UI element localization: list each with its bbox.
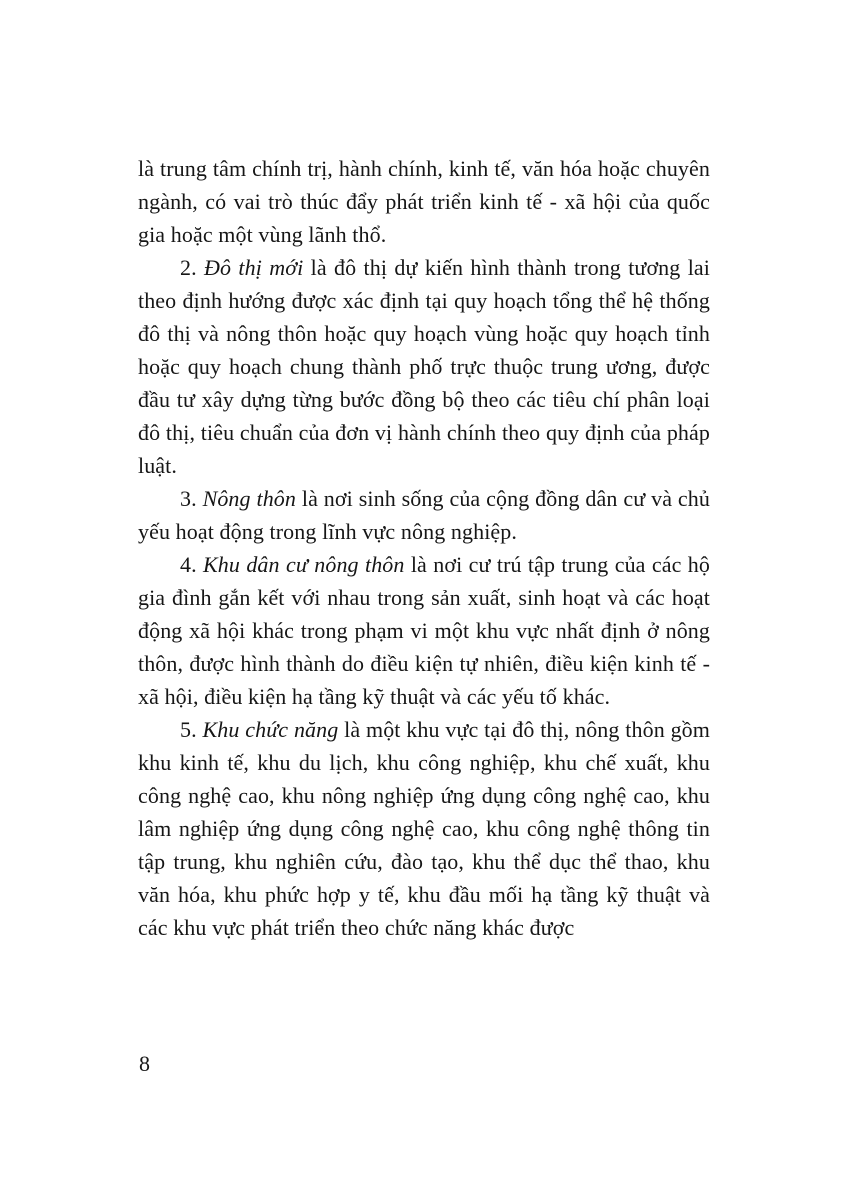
paragraph bbox=[138, 482, 710, 548]
text-segment: 3. bbox=[180, 486, 203, 511]
paragraph bbox=[138, 251, 710, 482]
paragraph bbox=[138, 152, 710, 251]
defined-term-italic: Khu chức năng bbox=[202, 717, 339, 742]
paragraph bbox=[138, 713, 710, 944]
text-segment: là đô thị dự kiến hình thành trong tương lai theo định hướng được xác định tại quy hoạch tổng thể hệ thống đô thị và nông thôn hoặc quy hoạch vùng hoặc quy hoạch tỉnh hoặc quy hoạch chung thành phố trực thuộc trung ương, được đầu tư xây dựng từng bước đồng bộ theo các tiêu chí phân loại đô thị, tiêu chuẩn của đơn vị hành chính theo quy định của pháp luật. bbox=[138, 255, 710, 478]
text-segment: là nơi cư trú tập trung của các hộ gia đình gắn kết với nhau trong sản xuất, sinh hoạt và các hoạt động xã hội khác trong phạm vi một khu vực nhất định ở nông thôn, được hình thành do điều kiện tự nhiên, điều kiện kinh tế - xã hội, điều kiện hạ tầng kỹ thuật và các yếu tố khác. bbox=[138, 552, 710, 709]
page-body-text bbox=[138, 152, 710, 944]
text-segment: 4. bbox=[180, 552, 204, 577]
defined-term-italic: Khu dân cư nông thôn bbox=[203, 552, 405, 577]
text-segment: là một khu vực tại đô thị, nông thôn gồm khu kinh tế, khu du lịch, khu công nghiệp, khu chế xuất, khu công nghệ cao, khu nông nghiệp ứng dụng công nghệ cao, khu lâm nghiệp ứng dụng công nghệ cao, khu công nghệ thông tin tập trung, khu nghiên cứu, đào tạo, khu thể dục thể thao, khu văn hóa, khu phức hợp y tế, khu đầu mối hạ tầng kỹ thuật và các khu vực phát triển theo chức năng khác được bbox=[138, 717, 710, 940]
text-segment: 5. bbox=[180, 717, 203, 742]
defined-term-italic: Nông thôn bbox=[202, 486, 297, 511]
text-segment: là nơi sinh sống của cộng đồng dân cư và chủ yếu hoạt động trong lĩnh vực nông nghiệp. bbox=[138, 486, 710, 544]
paragraph bbox=[138, 548, 710, 713]
text-segment: là trung tâm chính trị, hành chính, kinh tế, văn hóa hoặc chuyên ngành, có vai trò thúc đẩy phát triển kinh tế - xã hội của quốc gia hoặc một vùng lãnh thổ. bbox=[138, 156, 710, 247]
text-segment: 2. bbox=[180, 255, 205, 280]
page-number: 8 bbox=[139, 1051, 150, 1076]
defined-term-italic: Đô thị mới bbox=[204, 255, 304, 280]
